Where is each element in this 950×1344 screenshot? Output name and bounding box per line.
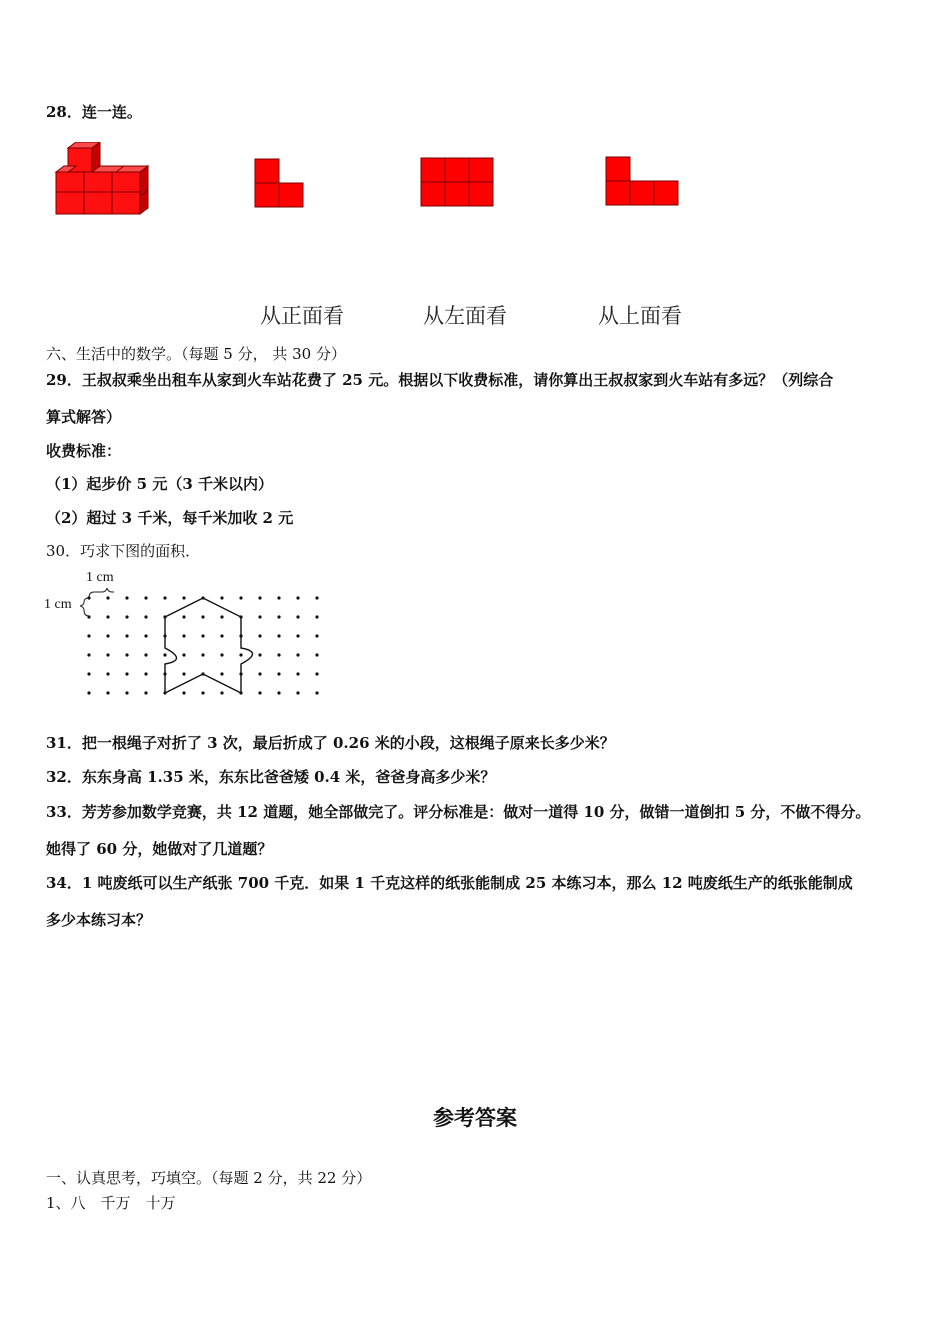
grid-dot (201, 615, 204, 618)
view-shape-front (254, 158, 306, 210)
grid-dot (182, 615, 185, 618)
grid-dot (315, 596, 318, 599)
grid-dot (220, 615, 223, 618)
grid-dot (87, 615, 90, 618)
answer-title: 参考答案 (433, 1106, 517, 1130)
grid-dot (144, 596, 147, 599)
question-29-line1: 29．王叔叔乘坐出租车从家到火车站花费了 25 元。根据以下收费标准，请你算出王叔叔家到火车站有多远？（列综合 (46, 371, 834, 389)
grid-dot (87, 691, 90, 694)
fee-rule-1: （1）起步价 5 元（3 千米以内） (46, 475, 273, 493)
view-shape-rectangle (420, 157, 496, 209)
grid-dot (106, 634, 109, 637)
grid-dot (125, 596, 128, 599)
grid-dot (125, 653, 128, 656)
grid-dot (277, 653, 280, 656)
shape-outline (165, 598, 253, 693)
unit-label-vertical: 1 cm (44, 597, 72, 612)
grid-dot (163, 653, 166, 656)
grid-dot (144, 691, 147, 694)
grid-dot (258, 634, 261, 637)
grid-dot (163, 596, 166, 599)
question-33-line2: 她得了 60 分，她做对了几道题？ (46, 840, 273, 858)
grid-dot (277, 672, 280, 675)
fee-rule-2: （2）超过 3 千米，每千米加收 2 元 (46, 509, 294, 527)
grid-dot (258, 672, 261, 675)
grid-dot (277, 634, 280, 637)
grid-dot (258, 596, 261, 599)
grid-dot (144, 672, 147, 675)
section-6-heading: 六、生活中的数学。（每题 5 分， 共 30 分） (46, 345, 346, 363)
grid-dot (87, 672, 90, 675)
grid-dot (201, 634, 204, 637)
question-30-title: 30．巧求下图的面积． (46, 542, 201, 560)
grid-dot (106, 615, 109, 618)
brace-vertical (80, 598, 89, 616)
grid-dot (125, 615, 128, 618)
grid-dot (87, 634, 90, 637)
grid-dot (258, 691, 261, 694)
brace-horizontal (89, 588, 114, 598)
question-33-line1: 33．芳芳参加数学竞赛，共 12 道题，她全部做完了。评分标准是：做对一道得 10 分，做错一道倒扣 5 分，不做不得分。 (46, 803, 871, 821)
grid-dot (182, 691, 185, 694)
grid-dot (315, 653, 318, 656)
grid-dot (315, 691, 318, 694)
grid-dot (296, 653, 299, 656)
grid-dot (106, 596, 109, 599)
grid-dot (296, 691, 299, 694)
unit-label-horizontal: 1 cm (86, 570, 114, 585)
grid-dot (239, 596, 242, 599)
grid-dot (277, 615, 280, 618)
grid-dot (201, 691, 204, 694)
grid-dot (220, 634, 223, 637)
dot-grid-figure (80, 588, 330, 710)
grid-dot (182, 596, 185, 599)
grid-dot (87, 596, 90, 599)
grid-dot (144, 634, 147, 637)
grid-dot (125, 672, 128, 675)
answer-1: 1、八 千万 十万 (46, 1194, 176, 1212)
question-34-line1: 34．1 吨废纸可以生产纸张 700 千克．如果 1 千克这样的纸张能制成 25 本练习本，那么 12 吨废纸生产的纸张能制成 (46, 874, 853, 892)
grid-dot (277, 691, 280, 694)
question-31: 31．把一根绳子对折了 3 次，最后折成了 0.26 米的小段，这根绳子原来长多少米？ (46, 734, 615, 752)
grid-dot (315, 672, 318, 675)
grid-dot (296, 596, 299, 599)
grid-dot (296, 672, 299, 675)
view-label-top: 从上面看 (598, 304, 682, 328)
grid-dot (144, 653, 147, 656)
grid-dot (182, 634, 185, 637)
grid-dot (87, 653, 90, 656)
grid-dot (144, 615, 147, 618)
grid-dot (296, 615, 299, 618)
grid-dot (220, 596, 223, 599)
fee-standard-title: 收费标准： (46, 442, 122, 460)
grid-dot (220, 672, 223, 675)
grid-dot (106, 691, 109, 694)
grid-dot (220, 653, 223, 656)
question-28-title: 28．连一连。 (46, 103, 142, 121)
cube-solid-figure (50, 142, 150, 218)
grid-dot (201, 653, 204, 656)
question-32: 32．东东身高 1.35 米，东东比爸爸矮 0.4 米，爸爸身高多少米？ (46, 768, 496, 786)
grid-dot (106, 653, 109, 656)
view-shape-l-wide (605, 156, 681, 208)
grid-dot (106, 672, 109, 675)
grid-dot (220, 691, 223, 694)
grid-dot (182, 653, 185, 656)
grid-dot (182, 672, 185, 675)
question-34-line2: 多少本练习本？ (46, 911, 152, 929)
view-label-front: 从正面看 (260, 304, 344, 328)
grid-dot (315, 634, 318, 637)
grid-dot (296, 634, 299, 637)
grid-dot (315, 615, 318, 618)
grid-dot (258, 653, 261, 656)
grid-dot (277, 596, 280, 599)
grid-dot (239, 653, 242, 656)
answer-section-1: 一、认真思考，巧填空。（每题 2 分，共 22 分） (46, 1169, 372, 1187)
grid-dot (125, 691, 128, 694)
grid-dot (125, 634, 128, 637)
view-label-left: 从左面看 (423, 304, 507, 328)
grid-dot (258, 615, 261, 618)
question-29-line2: 算式解答） (46, 408, 122, 426)
